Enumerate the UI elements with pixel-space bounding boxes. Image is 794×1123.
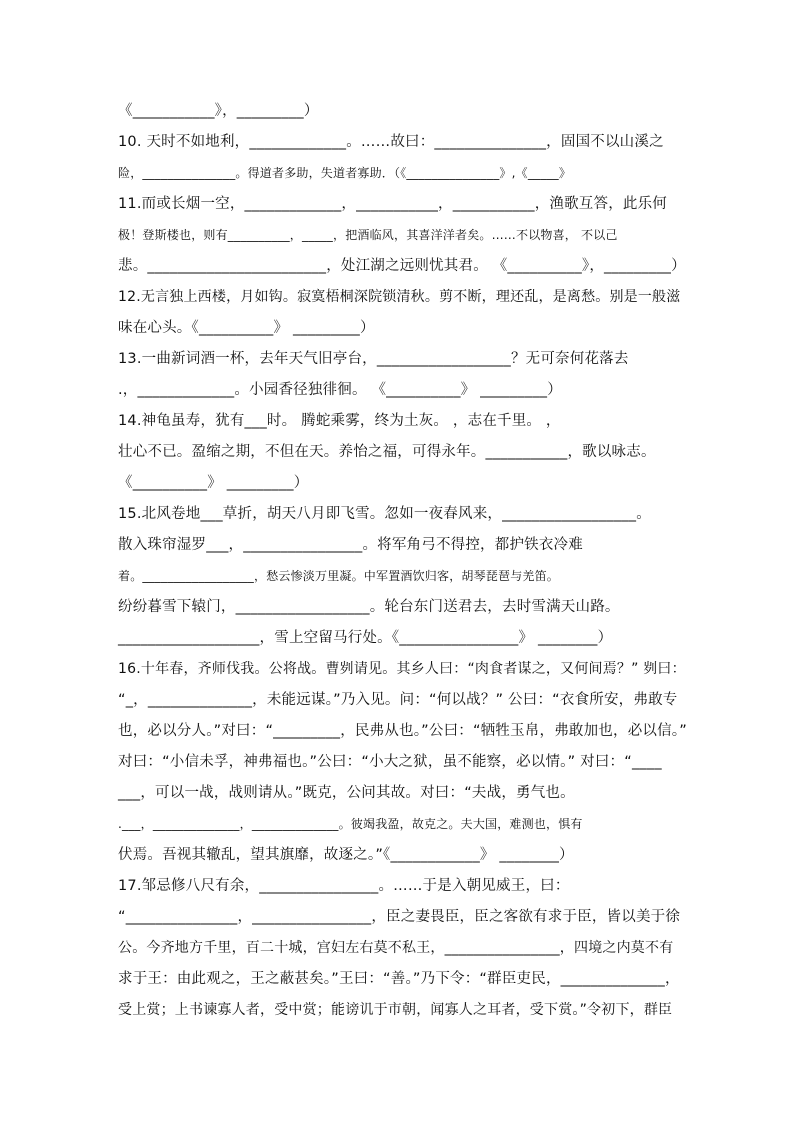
question-17-line-5: 受上赏；上书谏寡人者，受中赏；能谤讥于市朝，闻寡人之耳者，受下赏。”令初下，群臣 [118, 1002, 673, 1018]
question-15-line-5: ___________________，雪上空留马行处。《________________》 ________） [118, 630, 613, 646]
question-14-line-2: 壮心不已。盈缩之期，不但在天。养怡之福，可得永年。___________，歌以咏志。 [118, 444, 656, 460]
question-16-line-1: 16.十年春，齐师伐我。公将战。曹刿请见。其乡人曰：“肉食者谋之，又何间焉？” 刿曰： [118, 661, 686, 677]
question-16-line-6: .___，______________，______________。彼竭我盈，故克之。夫大国，难测也，惧有 [118, 817, 583, 831]
question-15-line-2: 散入珠帘湿罗___，________________。将军角弓不得控，都护铁衣冷难 [118, 537, 583, 553]
question-16-line-2: “_，______________，未能远谋。”乃入见。问：“何以战？” 公曰：“衣食所安，弗敢专 [118, 692, 678, 708]
question-15-line-1: 15.北风卷地___草折，胡天八月即飞雪。忽如一夜春风来，__________________。 [118, 506, 651, 522]
question-16-line-7: 伏焉。吾视其辙乱，望其旗靡，故逐之。”《____________》 ________） [118, 847, 574, 863]
question-13-line-2: .，_____________。小园香径独徘徊。 《__________》 _________） [118, 382, 562, 398]
question-16-line-4: 对曰：“小信未孚，神弗福也。”公曰：“小大之狱，虽不能察，必以情。” 对曰：“____ [118, 754, 662, 770]
question-17-line-1: 17.邹忌修八尺有余，________________。……于是入朝见威王，曰： [118, 878, 570, 894]
question-16-line-5: ___，可以一战，战则请从。”既克，公问其故。对曰：“夫战，勇气也。 [118, 785, 575, 801]
question-17-line-3: 公。今齐地方千里，百二十城，宫妇左右莫不私王，________________，四境之内莫不有 [118, 940, 674, 956]
question-10-line-2: 险，_______________。得道者多助，失道者寡助．（《_______________》,《_____》 [118, 166, 572, 180]
question-14-line-3: 《__________》 _________） [118, 475, 309, 491]
question-13-line-1: 13.一曲新词酒一杯，去年天气旧亭台，__________________？无可奈何花落去 [118, 351, 629, 367]
question-14-line-1: 14.神龟虽寿，犹有___时。 腾蛇乘雾，终为土灰。 ，志在千里。 ， [118, 413, 561, 429]
question-12-line-2: 味在心头。《__________》 _________） [118, 320, 375, 336]
question-15-line-4: 纷纷暮雪下辕门，__________________。轮台东门送君去，去时雪满天山路。 [118, 599, 620, 615]
question-12-line-1: 12.无言独上西楼，月如钩。寂寞梧桐深院锁清秋。剪不断，理还乱，是离愁。别是一般滋 [118, 289, 681, 305]
question-17-line-4: 求于王：由此观之，王之蔽甚矣。”王曰：“善。”乃下令：“群臣吏民，______________， [118, 971, 680, 987]
question-11-line-2: 极！登斯楼也，则有__________，_____，把酒临风，其喜洋洋者矣。……不以物喜， 不以己 [118, 228, 618, 242]
question-17-line-2: “_______________，________________，臣之妻畏臣，臣之客欲有求于臣，皆以美于徐 [118, 909, 681, 925]
question-11-line-3: 悲。________________________，处江湖之远则忧其君。 《__________》，_________） [118, 258, 686, 274]
question-16-line-3: 也，必以分人。”对曰：“_________，民弗从也。”公曰：“牺牲玉帛，弗敢加也，必以信。” [118, 723, 687, 739]
worksheet-page [118, 96, 688, 1026]
question-10-line-1: 10. 天时不如地利，_____________。……故曰：_______________，固国不以山溪之 [118, 134, 664, 150]
text-line-1: 《___________》，_________） [118, 103, 319, 119]
question-11-line-1: 11.而或长烟一空，_____________，___________，___________，渔歌互答，此乐何 [118, 196, 668, 212]
question-15-line-3: 着。__________________，愁云惨淡万里凝。中军置酒饮归客，胡琴琵琶与羌笛。 [118, 569, 560, 583]
